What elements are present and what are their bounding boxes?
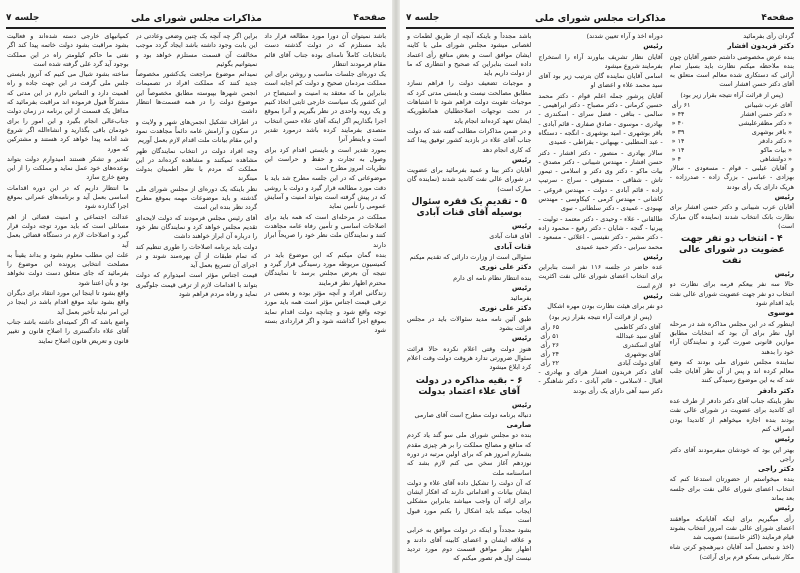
column-middle — [537, 32, 662, 567]
vote-count: ۶۱ رأی — [671, 101, 691, 110]
paragraph: آقایان پرشور جمله اعلم قوام - دکتر محمد حسین کرمانی - دکتر مصباح - دکتر ابراهیمی - سالمی - بنافی - فضل سرای - اسکندری - بهادری - موسوی - صادق صفاری - قائم آبادی - باقر بوشهری - امید بوشهری - انگجه - دستگاه - عبد المطلبی - بهبهانی - بقراطی - عمیدی — [538, 91, 663, 147]
speaker-name: رئیس — [643, 292, 663, 301]
page-number: صفحه۴ — [353, 13, 386, 23]
paragraph: آقایان نظار تشریف بیاورند آراء را استخراج بفرمایند شروع میشود — [538, 52, 663, 70]
paragraph: دولت باید برنامه اصلاحات را طوری تنظیم کند که تمام طبقات از آن بهره‌مند شوند و در اجرای آن تسریع بعمل آید — [135, 242, 258, 270]
paragraph: دو نفر برای هیئت نظارت بودن مهره اشکال — [547, 302, 663, 311]
column-right — [263, 32, 386, 567]
candidate-name: آقای دولت آبادی — [617, 358, 661, 367]
paragraph: بفرمائید — [510, 294, 532, 303]
paragraph: آقایان دکتر بینا و عمید بفرمائید برای عضویت در شورای عالی نفت کاندید شدند (نماینده گان مبارک است) — [407, 166, 532, 193]
vote-count: ۶۵ رأی — [540, 322, 560, 331]
column-right — [669, 32, 794, 567]
speaker-name: رئیس — [643, 42, 663, 51]
paragraph: آقایان عرب شیبانی و دکتر حسن افشار برای نظارت بانک انتخاب شدند (نماینده گان مبارک است) — [669, 203, 794, 230]
centered-note: (پس از قرائت آراء نتیجه بقرار زیر بود) — [549, 312, 652, 321]
table-row — [538, 350, 662, 359]
paragraph: و موجبات تضعیف دولت را فراهم نسازد مطابق مصالحت نیست و بایستی مدتی کرد که موجبات تقویت دولت فراهم شود تا اشتباهات در تحت توجهات اصلاحطلبان همانطوریکه ایشان تعهد کرده‌اند انجام یابد — [407, 79, 532, 125]
speaker-name: رئیس — [511, 283, 532, 292]
paragraph: زندگانی افراد و آنچه مؤثر بوده و بعضی در ترقی قیمت اجناس مؤثر است همه باید مورد توجه واقع شود و چنانچه دولت اقدام نماید بموقع اجرا گذاشته شود و اگر قرارداد‌ی بسته شود — [264, 289, 386, 335]
speaker-name: رئیس — [774, 192, 794, 201]
paragraph: واضع باشد که اگر کمیته‌ای داشته باشد جناب آقای علاء دادگستری را اصلاح قانون و تغییر قانون و تعریض قانون اصلاح نمایند — [6, 317, 129, 345]
paragraph: (اخذ و تحصیل آمد آقایان دبیرهمچو کرتن شاه مکار شیبانی بسکو فرم برای آرائت) — [669, 543, 794, 561]
paragraph: بهتر این بود که خودشان میفرمودند آقای دکتر راجی — [669, 445, 794, 463]
paragraph: که آن دولت را تشکیل داده آقای علاء و دولت ایشان بیانات و اقداماتی دارند که افکار ایشان برای ارائه آن واجب میباشد بنابراین مشکلی ایجاب میکند باید اشکال را بکنم مورد قبول است — [407, 478, 532, 525]
section-heading: ۵ - تقدیم یک فقره سئوال بوسیله آقای قنات آبادی — [411, 197, 527, 219]
vote-count: ۲۲ رأی — [540, 358, 560, 367]
session-number: جلسه ۷ — [6, 13, 40, 23]
speaker-name: دکتر دادفر — [758, 386, 794, 395]
candidate-name: آقای بوشهری — [624, 349, 661, 358]
speaker-name: دکتر علی نوری — [479, 304, 532, 313]
left-page — [0, 0, 392, 573]
vote-count: ۵۱ رأی — [540, 331, 560, 340]
speaker-name: رئیس — [511, 155, 532, 164]
paragraph: واقع بشود تا اینجا این مورد انتقاد برای دیگران واقع بشود نباید موقع اقدام باشد در اینجا در این امر نباید تأخیر بعمل آید — [6, 289, 129, 316]
paragraph: یک دوره‌ای جلسات مناسب و روشن برای این مملکت مردمان صحیح و دولت کم اجابه است بنابراین ما که معتقد به امنیت و استیضاح در این کشور یک سیاست خارجی ثابتی اتخاذ کنیم و یک رویه واحدی در نظر بگیریم و آنرا بموقع اجرا بگذاریم اگر اینکه آقای علاء حسن انتخاب متصدی بفرمایند کرده باشد درمورد تقدیر است و باینطر آنرا — [264, 70, 386, 144]
paragraph: رأی میگیریم برای اینکه آقایانیکه موافقند اعضای شورای عالی نفت امروز انتخاب بشوند قیام فرمایند (اکثر خاستند) تصویب شد — [669, 514, 794, 542]
paragraph: بنده دو مجلس شورای ملی سو گند یاد کردم که منافع و مصالح مملکت را بر هر چیزی مقدم بشمارم امروز هم که برای اولین مرتبه در دوره نوزدهم آغاز سخن می کنم لازم بشد که اساسنامه ملت — [407, 431, 532, 477]
paragraph: باشد نمیتوان آن دورا مورد مطالعه قرار داد باید مستلزم که در دولت گذشته دست بانتخابات کاملاً نامه‌ای بوده جناب آقای قائم مقام فرمودند انتظار — [264, 32, 386, 68]
paragraph: آقای دکتر فریدون افشار هرای و بهادری - اقبال - لاسلامی - قائم آبادی - دکتر شاهنگر - دکتر سید آهی دارای یک رأی بودند — [538, 367, 663, 395]
table-row — [670, 146, 794, 155]
header-rule — [6, 27, 386, 29]
paragraph: طبق آئین نامه مدید سئوالات باید در مجلس قرائت بشود — [407, 314, 532, 333]
paragraph: و آقایان عیلبی - قوام - مسعودی - سالار بهزادی - عباسی - بزرگ زاده - صدرزاده - هریک دارای یک رأی بودند — [669, 164, 794, 191]
paragraph: دوراه اخذ و آراء تعیین شدند) — [586, 32, 663, 40]
section-heading: ۶ - بقیه مذاکره در دولت آقای علاء اعتماد بدولت — [415, 375, 523, 397]
paragraph: بمورد تقدیر است و بایستی اقدام کرد برای وصول به تجارت و حفظ و حراست این نظریات امروز مطرح است — [264, 145, 386, 173]
publication-title: مذاکرات مجلس شورای ملی — [534, 12, 666, 24]
candidate-name: « دکتر دادفر — [758, 137, 792, 146]
column-left — [6, 32, 129, 567]
paragraph: قیمت اجناس مؤثر است امیدوارم که دولت بتواند با اقدامات لازم از ترقی قیمت جلوگیری نماید و رفاه مردم فراهم شود — [135, 271, 258, 299]
paragraph: ساخته بشود شیال می کنیم که آنروز بایستی جلس ملی گرفت در این جهت جاده و راه اهمیت دارد و التماس دارم در این مدتی که مشترکاً قبول فرموده اند مراقبت بفرمائید که مداقل یک قسمت از این برنامه در زمان دولت جناب‌عالی انجام بگیرد و این امور را برای خودمان باقی بگذارید و انشاءالله اگر شروع شد ادامه پیدا خواهد کرد هستند و مشترکین که مورد — [6, 70, 129, 153]
paragraph: و در ضمن مذاکرات مطالب گفته شد که دولت جناب آقای علاء در بازدید کشور توفیق پیدا کند که کاری انجام دهد — [407, 126, 532, 154]
speaker-name: صارمی — [506, 421, 532, 430]
vote-count: ۴ « — [671, 155, 682, 164]
paragraph: بنده انتظار نظام نامه ای دارم — [453, 273, 532, 282]
paragraph: بنده میخواستم از حضورتان استدعا کنم که انتخاب اعضای شورای عالی نفت برای جلسه بعد بماند — [669, 475, 794, 502]
speaker-name: رئیس — [643, 252, 663, 261]
paragraph: عده حاضر در جلسه ۱۱۶ نفر است بنابراین برای انتخاب اعضای شورای عالی نفت اکثریت لازم است — [538, 263, 663, 290]
vote-count: ۲۴ رأی — [540, 349, 560, 358]
table-row — [670, 137, 794, 146]
paragraph: علت این مطلب معلوم بشود و بداند یقیناً به مصلحت انتخابی پرونده این موضوع را بفرمائید که جای متعلق دست دولت نخواهد بود و بآن اعتنا شود — [6, 250, 129, 287]
paragraph: اینطور که در این مجلس مذاکره شد در مرحله اول نظر برای آن بود که انتخابات مطابق موازین قانونی صورت گیرد و نمایندگان آراء خود را بدهند — [669, 319, 794, 356]
paragraph: نظر باینکه جناب آقای دکتر دادفر از طرف عده ای کاندید برای عضویت در شورای عالی نفت بودند بنده اجازه میخواهم از کاندیدا بودن انصراف کنم — [669, 397, 794, 433]
candidate-name: « باقر بوشهری — [751, 128, 792, 137]
vote-count: ۳۹ « — [671, 128, 685, 137]
speaker-name: دکتر راجی — [758, 465, 794, 474]
candidate-name: « دکتر مظفرعلیشی — [738, 119, 792, 128]
candidate-name: آقای سید عبدالله — [615, 331, 661, 340]
paragraph: مملکت در مرحله‌ای است که همه باید برای اصلاحات اساسی و تأمین رفاه عامه مجاهدت کنند و نمایندگان ملت نظر خود را صریحاً ابراز دارند — [264, 212, 386, 249]
paragraph: طالقانی - علاء - وحیدی - دکتر معتمد - تولیت - پیرنیا - گنجه - شایان - دکتر رفیع - محمود زاده - دکتر مشیر - دکتر نفیسی - اعلائی - مسعود - محمد سرابی - دکتر حمید عمیدی — [538, 214, 663, 251]
paragraph: بنده عرض مخصوصی داشتم حضور آقایان چون بنده ملاحظه میکنم نظارت باید بسیار تمام آرائی که دستکاری شده معالم است متعلق به آقای دکتر حسن افشار است — [669, 52, 794, 89]
speaker-name: رئیس — [511, 334, 532, 343]
paragraph: آقای رئیس مجلس فرمودند که دولت لایحه‌ای تقدیم مجلس خواهد کرد و نمایندگان نظر خود را درباره آن ابراز خواهند داشت — [135, 213, 258, 241]
page-gutter — [392, 0, 400, 573]
right-page — [400, 0, 800, 573]
table-row — [538, 323, 662, 332]
column-left — [406, 32, 531, 567]
vote-count: ۱۴ « — [671, 137, 685, 146]
paragraph: سئوالی است از وزارت دارائی که تقدیم میکنم — [409, 252, 532, 261]
speaker-name: قنات آبادی — [494, 242, 532, 251]
speaker-name: دکتر علی نوری — [479, 263, 532, 272]
column-middle — [135, 32, 258, 567]
section-heading: ۴ - انتخاب دو نفر جهت عضویت در شورای عالی نفت — [678, 234, 785, 267]
paragraph: تقدیر و تشکر هستند امیدوارم دولت بتواند بوعده‌های خود عمل نماید و مملکت را از این وضع خارج سازد — [6, 154, 129, 182]
candidate-name: آقای دکتر کاظمی — [614, 322, 661, 331]
candidate-name: « بیات ماکو — [760, 146, 792, 155]
paragraph: کمپانیهای خارجی دسته شده‌اند و فعالیت بشود مراقبت بشود دولت خاتمه پیدا کند اگر نفتی ما حاکم کیلومتر راه در این مملکت بوجود آید گرد علی گرفته شده است — [6, 32, 129, 68]
table-row — [670, 110, 794, 119]
table-row — [670, 155, 794, 164]
candidate-name: « دولتشاهی — [759, 155, 792, 164]
candidate-name: آقای عرب شیبانی — [744, 101, 792, 110]
speaker-name: رئیس — [774, 270, 794, 279]
table-row — [538, 359, 662, 368]
right-page-header — [406, 10, 794, 26]
speaker-name: موسوی — [767, 309, 794, 318]
table-row — [538, 341, 662, 350]
left-page-columns — [6, 32, 386, 567]
session-number: جلسه ۷ — [406, 13, 440, 23]
candidate-name: « دکتر حسن افشار — [740, 110, 792, 119]
paragraph: اسامی آقایان نماینده گان بترتیب زیر بود آقای سید محمد علاء و اعضای او — [538, 72, 663, 90]
centered-note: (پس از قرائت آراء نتیجه بقرار زیر بود) — [680, 90, 784, 99]
vote-count: ۴۴ « — [671, 110, 685, 119]
left-page-header — [6, 10, 386, 26]
paragraph: نظر باینکه یک دوره‌ای از مجلس شورای ملی گذشته و باید موضوعات مهمه بموقع مطرح گردد نظر بنده این است — [135, 184, 258, 212]
paragraph: باشد مجدداً و باینکه آنچه از طریق لطمات و لغصانی میشود مجلس شورای ملی با کاینه ایشان موافق است و بعض منافع رأی اعتماد داده است بنابراین که صحیح و انتظاری که ما از دولت داریم باید — [407, 32, 532, 78]
paragraph: بشود مجدداً و اینکه در دولت موافق به خرابی و علاقه ایشان و اعضای کابینه آقای دادند و اظهار نظر موافق قسمت دوم مورد تردید نیست اول هم تصور میکنم که — [407, 526, 532, 563]
vote-count: ۲۶ رأی — [540, 340, 560, 349]
vote-results-table — [538, 323, 662, 368]
paragraph: براین اگر چه آنچه یک چنین وضعی وعادتی در این بابت وجود داشته باشد ایجاد گردد موجب مخالفت آن قسمت مستلزم خواهد بود و نمیتوانیم بگوئیم — [135, 32, 258, 68]
paragraph: موضوعاتی که در این جلسه مطرح شد باید با دقت مورد مطالعه قرار گیرد و دولت با روشی که در پیش گرفته است بتواند امنیت و آسایش عمومی را تأمین نماید — [264, 174, 386, 211]
paragraph: وجه افراد دولت در انتخاب نمایندگان ظهر مشاهده نمیکنند و مشاهده کرده‌اند در این مملکت که مردم با نظر اطمینان بدولت مینگرند — [135, 146, 258, 183]
publication-title: مذاکرات مجلس شورای ملی — [130, 12, 262, 24]
vote-count: ۴۰ « — [671, 119, 685, 128]
speaker-name: رئیس — [511, 400, 532, 409]
paragraph: آقای قنات آبادی — [489, 232, 532, 241]
paragraph: نمیدانم موضوع مراجعت یک‌کشور مخصوصاً جدید کنند که مملکت افراد در تصمیمات انجمن شهرها بپیوسته مطابق مخصوصاً این موضوع دولت را در همه قسمت‌ها انتظار داشت — [135, 70, 258, 116]
paragraph: دنباله برنامه دولت مطرح است آقای صارمی — [414, 410, 532, 419]
vote-count: ۱۴ « — [671, 146, 685, 155]
page-number: صفحه۴ — [761, 13, 794, 23]
paragraph: سالار بهادری - منصور - دکتر افشار - دکتر حسن افشار - مهندس شیبانی - دکتر مصدق - بیات ماکو - دکتر وی دکتر و اسلامی - تیمور تاش - شفاقی - مستوفی - سراج - سرتیپ زاده - قائم آبادی - دولت - مهندس فروغی - کاشانی - مهندس کرمی - کیکاوسی - مهندس بهبودی - عمیدی - دکتر سلطانی - نبوی — [538, 148, 663, 213]
table-row — [670, 128, 794, 137]
paragraph: ما انتظار داریم که در این دوره اقدامات اساسی بعمل آید و برنامه‌های عمرانی بموقع اجرا گذارده شود — [6, 183, 129, 211]
vote-results-table — [670, 101, 794, 164]
paragraph: نماینده مجلس شورای ملی بودند که وضع معالم کرده اند و پس از آن نظر آقایان جلب شد که به این موضوع رسیدگی کنند — [669, 357, 794, 385]
speaker-name: دکتر فریدون افشار — [727, 42, 794, 51]
candidate-name: آقای اسکندری — [622, 340, 661, 349]
table-row — [538, 332, 662, 341]
paragraph: گردان رأی بفرمائید — [743, 32, 794, 40]
paragraph: عدالت اجتماعی و امنیت قضائی از اهم مسائلی است که باید مورد توجه دولت قرار گیرد و اصلاحات لازم در دستگاه قضائی بعمل آید — [6, 212, 129, 249]
table-row — [670, 101, 794, 110]
speaker-name: رئیس — [511, 222, 532, 231]
paragraph: در اطراف تشکیل انجمن‌های شهر و ولایت و در سکون و آرامش عامه دائماً مجاهدت نمود و این مقام بیانات ملت اقدام لازم بعمل آوریم — [135, 117, 258, 145]
table-row — [670, 119, 794, 128]
speaker-name: رئیس — [774, 504, 794, 513]
header-rule — [406, 27, 794, 29]
paragraph: حالا سه نفر بیعکم فرمه برای نظارت دو انتخاب دو نفر جهت عضویت شورای عالی نفت باید اقدام شود — [669, 280, 794, 308]
speaker-name: رئیس — [774, 435, 794, 444]
paragraph: هنوز دولت وقتی اعلام نکرده حالا قرائت سئوال ضرورتی ندارد هروقت دولت وقت اعلام کرد ابلاغ میشود — [407, 344, 532, 372]
paragraph: بنده گمان میکنم که این موضوع باید در کمیسیون مربوطه مورد رسیدگی قرار گیرد و نتیجه آن بعرض مجلس برسد تا نمایندگان محترم اظهار نظر فرمایند — [264, 250, 386, 287]
right-page-columns — [406, 32, 794, 567]
